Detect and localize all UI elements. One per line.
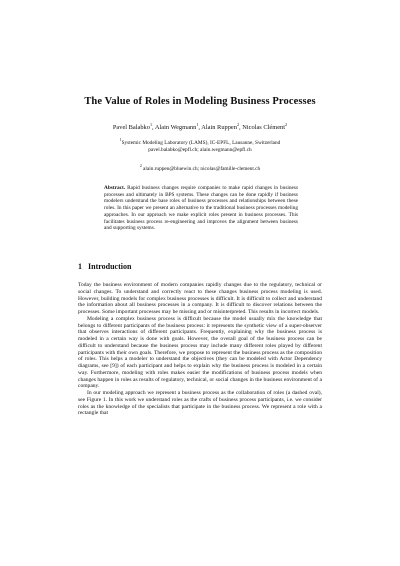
- author-affiliation-mark: 1: [149, 121, 153, 127]
- affiliation-2: [60, 166, 340, 172]
- author-affiliation-mark: 2: [285, 121, 288, 127]
- affiliation-text: Systemic Modeling Laboratory (LAMS), IC-EPFL, Lausanne, Switzerland: [121, 140, 281, 146]
- section-title: Introduction: [88, 262, 132, 271]
- affiliation-1-line1: [60, 140, 340, 147]
- affiliation-1-emails: pavel.balabko@epfl.ch; alain.wegmann@epfl.ch: [148, 147, 252, 153]
- section-body: [78, 282, 322, 417]
- abstract-label: Abstract.: [104, 185, 126, 191]
- paper-title: The Value of Roles in Modeling Business Processes: [84, 96, 316, 107]
- abstract-text: Rapid business changes require companies to make rapid changes in business processes and ultimately in BPS systems. These changes can be done rapidly if business modelers understand the base roles of business processes and relationships between these roles. In this paper we present an alternative to the traditional business processes modeling approaches. In our approach we make explicit roles present in business processes. This facilitates business process re-engineering and improves the alignment between business and supporting systems.: [104, 185, 299, 232]
- paragraph: Modeling a complex business process is difficult because the model usually mix the knowledge that belongs to different participants of the business process: it represents the synthetic view of a super-observer that observes interactions of different participants. Frequently, explaining why the business process is modeled in a certain way is done with goals. However, the overall goal of the business process can be difficult to understand because the business process may include many different roles played by different participants with their own goals. Therefore, we propose to represent the business process as the composition of roles. This helps a modeler to understand the objectives (they can be modeled with Actor Dependency diagrams, see [9]) of each participant and helps to explain why the business process is modeled in a certain way. Furthermore, modeling with roles makes easier the modifications of business process models when changes happen in roles as results of regulatory, technical, or social changes in the business environment of a company.: [78, 315, 322, 390]
- abstract: [104, 185, 298, 232]
- author-name: Alain Ruppen: [201, 124, 237, 131]
- author-affiliation-mark: 2: [236, 121, 240, 127]
- section-heading: [78, 262, 318, 271]
- paragraph: In our modeling approach we represent a business process as the collaboration of roles (a dashed oval), see Figure 1. In this work we understand roles as the crafts of business process participants, i.e. we consider roles as the knowledge of the specialists that participate in the business process. We represent a role with a rectangle that: [78, 390, 322, 417]
- author-name: Nicolas Clément: [242, 124, 286, 131]
- section-number: 1: [78, 262, 82, 271]
- author-list: Pavel Balabko$^1$, Alain Wegmann$^1$, Alain Ruppen$^2$, Nicolas Clément$^2$: [112, 121, 288, 131]
- affiliation-2-emails: alain.ruppen@bluewin.ch; nicolas@famille-clement.ch: [143, 166, 261, 172]
- affiliation-1: [60, 140, 340, 154]
- author-affiliation-mark: 1: [196, 121, 199, 127]
- affiliation-mark: 1: [119, 138, 122, 143]
- affiliation-mark: 2: [139, 164, 142, 169]
- author-name: Pavel Balabko: [112, 124, 150, 131]
- paragraph: Today the business environment of modern companies rapidly changes due to the regulatory, technical or social changes. To understand and correctly react to these changes business process modeling is used. However, building models for complex business processes is difficult. It is difficult to collect and understand the information about all business processes in a company. It is difficult to discover relations between the processes. Some important processes may be missing and or misinterpreted. This results in incorrect models.: [78, 282, 322, 315]
- author-name: Alain Wegmann: [154, 124, 197, 131]
